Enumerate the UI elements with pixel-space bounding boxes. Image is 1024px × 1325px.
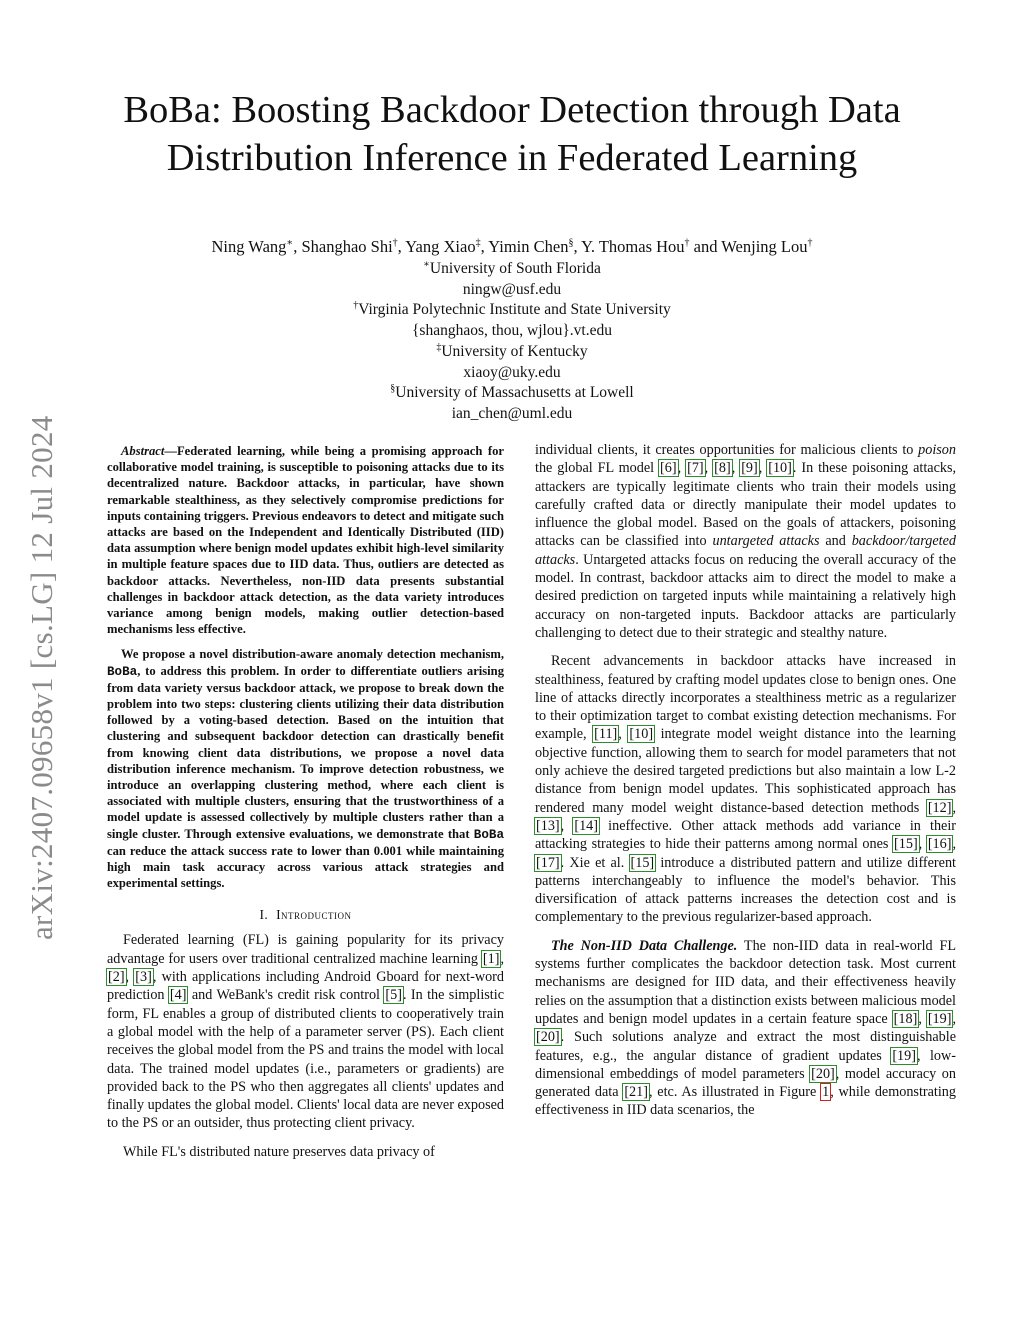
citation-link[interactable]: [15] <box>630 854 655 871</box>
citation-link[interactable]: [16] <box>927 836 952 853</box>
citation-link[interactable]: [10] <box>629 726 654 743</box>
body-text: . Untargeted attacks focus on reducing the overall accuracy of the model. In contrast, backdoor attacks aim to direct the model to make a desired prediction on targeted inputs while maintaining a relatively high accuracy on non-targeted inputs. Backdoor attacks are particularly challenging to detect due to their strategic and stealthy nature. <box>535 551 956 641</box>
citation-link[interactable]: [20] <box>811 1065 835 1082</box>
citation-link[interactable]: [15] <box>894 836 918 853</box>
author-name: Ning Wang <box>211 237 287 256</box>
email-line: ningw@usf.edu <box>462 280 562 298</box>
citation-link[interactable]: [6] <box>660 460 677 477</box>
affiliation-line <box>60 342 964 363</box>
body-text: and WeBank's credit risk control <box>187 987 385 1004</box>
body-text: . In the simplistic form, FL enables a group of distributed clients to cooperatively train a global model with the help of a parameter server (PS). Each client receives the global model from the PS and trains the model with local data. The trained model updates (i.e., parameters or gradients) are provided back to the PS who then aggregates all clients' updates and finally updates the global model. Clients' local data are never exposed to the PS or an outsider, thus protecting client privacy. <box>107 987 504 1132</box>
emphasis: untargeted attacks <box>712 533 820 550</box>
abstract-text: We propose a novel distribution-aware anomaly detection mechanism, <box>121 647 504 662</box>
right-column <box>535 441 956 1130</box>
affiliation-line <box>60 259 964 280</box>
affil-mark: § <box>390 383 396 395</box>
affiliation-name: Virginia Polytechnic Institute and State University <box>358 301 671 319</box>
body-text: Recent advancements in backdoor attacks have increased in stealthiness, featured by crafting model updates close to benign ones. One line of attacks directly incorporates a stealthiness metric as a regularizer to their optimization target to combat existing detection mechanisms. For example, <box>535 653 956 743</box>
body-text: ineffective. Other attack methods add variance in their attacking strategies to hide their patterns among normal ones <box>535 817 957 853</box>
author-mark: ∗ <box>286 237 294 249</box>
intro-body <box>107 931 504 1161</box>
author-name: , Shanghao Shi <box>293 237 393 256</box>
abstract-paragraph-2 <box>107 646 504 891</box>
citation-link[interactable]: [20] <box>536 1029 560 1046</box>
affiliations <box>60 259 964 425</box>
body-text: While FL's distributed nature preserves data privacy of <box>123 1143 435 1160</box>
author-mark: † <box>392 237 398 249</box>
affiliation-name: University of Kentucky <box>441 342 588 360</box>
emphasis: poison <box>918 442 956 458</box>
intro-paragraph-2 <box>107 1143 504 1161</box>
body-text: , model accuracy on generated data <box>535 1065 956 1101</box>
section-heading-introduction <box>107 907 504 923</box>
body-text: individual clients, it creates opportunities for malicious clients to <box>535 442 919 458</box>
abstract-label: Abstract <box>121 444 165 458</box>
body-text: . Xie et al. <box>560 854 630 871</box>
citation-link[interactable]: [5] <box>385 987 402 1004</box>
author-mark: ‡ <box>475 237 481 249</box>
body-text: The non-IID data in real-world FL systems further complicates the backdoor detection task. Most current mechanisms are designed for IID data, and their effectiveness heavily relies on the assumption that a distinction exists between malicious model updates and benign model updates in a certain feature space <box>535 937 957 1027</box>
abstract <box>107 443 504 891</box>
figure-link[interactable]: 1 <box>822 1084 830 1101</box>
emphasis: backdoor/targeted attacks <box>535 533 956 568</box>
author-name: , Yimin Chen <box>480 237 569 256</box>
affiliation-line <box>60 383 964 404</box>
affiliation-name: University of South Florida <box>429 260 601 277</box>
email-line: {shanghaos, thou, wjlou}.vt.edu <box>411 322 612 340</box>
citation-link[interactable]: [3] <box>135 969 152 986</box>
author-mark: § <box>568 237 574 249</box>
affiliation-line <box>60 300 964 321</box>
citation-link[interactable]: [21] <box>624 1084 648 1101</box>
left-column <box>107 443 504 1171</box>
paper-title <box>60 86 964 182</box>
citation-link[interactable]: [10] <box>768 460 792 477</box>
affiliation-name: University of Massachusetts at Lowell <box>395 384 634 402</box>
paragraph-heading: The Non-IID Data Challenge. <box>551 937 738 954</box>
email-line: xiaoy@uky.edu <box>463 363 561 381</box>
body-text: . In these poisoning attacks, attackers are typically legitimate clients who train their models using carefully crafted data or directly manipulate their model updates to influence the global model. Based on the goals of attackers, poisoning attacks can be classified into <box>535 460 957 550</box>
abstract-paragraph-1 <box>107 443 504 637</box>
title-line-2: Distribution Inference in Federated Learning <box>166 137 858 179</box>
citation-link[interactable]: [1] <box>482 950 500 967</box>
affil-mark: † <box>353 300 359 312</box>
citation-link[interactable]: [9] <box>741 460 758 477</box>
citation-link[interactable]: [2] <box>108 969 125 986</box>
arxiv-stamp-text: arXiv:2407.09658v1 [cs.LG] 12 Jul 2024 <box>24 415 59 940</box>
body-text: , while demonstrating effectiveness in IID data scenarios, the <box>535 1084 956 1119</box>
boba-name: BoBa <box>107 664 138 679</box>
section-title: Introduction <box>276 907 352 923</box>
citation-link[interactable]: [19] <box>892 1047 916 1064</box>
body-text: integrate model weight distance into the learning objective function, allowing them to search for model parameters that not only achieve the desired targeted predictions but also maintain a low L-2 distance from benign model updates. This sophisticated approach has rendered many model weight distance-based detection methods <box>535 726 957 816</box>
author-name: , Yang Xiao <box>397 237 476 256</box>
boba-name: BoBa <box>473 827 504 842</box>
intro-paragraph-1: Federated learning (FL) is gaining popularity for its privacy advantage for users over traditional centralized machine learning [1], [2], [3], with applications including Android Gboard for next-word prediction [4] and WeBank's credit risk control [5]. In the simplistic form, FL enables a group of distributed clients to cooperatively train a global model with the help of a parameter server (PS). Each client receives the global model from the PS and trains the model with local data. The trained model updates (i.e., parameters or gradients) are provided back to the PS who then aggregates all clients' updates and finally updates the global model. Clients' local data are never exposed to the PS or an outsider, thus protecting client privacy. <box>107 932 505 1132</box>
right-paragraph-2: Recent advancements in backdoor attacks have increased in stealthiness, featured by crafting model updates close to benign ones. One line of attacks directly incorporates a stealthiness metric as a regularizer to their optimization target to combat existing detection mechanisms. For example, [11], [10] integrate model weight distance into the learning objective function, allowing them to search for model parameters that not only achieve the desired targeted predictions but also maintain a low L-2 distance from benign model updates. This sophisticated approach has rendered many model weight distance-based detection methods [12], [13], [14] ineffective. Other attack methods add variance in their attacking strategies to hide their patterns among normal ones [15], [16], [17]. Xie et al. [15] introduce a distributed pattern and utilize different patterns interchangeably to influence the model's behavior. This diversification of attack patterns increases the detection cost and is complementary to the previous regularizer-based approach. <box>535 653 957 926</box>
body-text: , low-dimensional embeddings of model parameters <box>535 1047 956 1082</box>
citation-link[interactable]: [12] <box>927 799 952 816</box>
citation-link[interactable]: [13] <box>536 817 560 834</box>
body-text: the global FL model <box>535 460 660 477</box>
citation-link[interactable]: [11] <box>594 726 618 743</box>
title-line-1: BoBa: Boosting Backdoor Detection through Data <box>123 89 901 131</box>
citation-link[interactable]: [14] <box>574 817 598 834</box>
author-name: , Y. Thomas Hou <box>573 237 685 256</box>
affil-mark: ‡ <box>436 341 442 353</box>
citation-link[interactable]: [19] <box>927 1010 952 1027</box>
citation-link[interactable]: [4] <box>169 987 187 1004</box>
abstract-text: —Federated learning, while being a promising approach for collaborative model training, is susceptible to poisoning attacks due to its decentralized nature. Backdoor attacks, in particular, have shown remarkable stealthiness, as they selectively compromise predictions for inputs containing triggers. Previous endeavors to detect and mitigate such attacks are based on the Independent and Identically Distributed (IID) data assumption where benign model updates exhibit high-level similarity in multiple feature spaces due to IID data. Thus, outliers are detected as backdoor attacks. Nevertheless, non-IID data presents substantial challenges in backdoor attack detection, as the data variety introduces variance among benign models, making outlier detection-based mechanisms less effective. <box>107 444 504 637</box>
citation-link[interactable]: [18] <box>893 1010 918 1027</box>
body-text: Federated learning (FL) is gaining popularity for its privacy advantage for users over traditional centralized machine learning <box>107 932 504 967</box>
author-mark: † <box>807 237 813 249</box>
abstract-text: can reduce the attack success rate to lower than 0.001 while maintaining high main task accuracy across various attack strategies and experimental settings. <box>107 843 504 891</box>
author-list <box>60 236 964 257</box>
citation-link[interactable]: [7] <box>687 460 704 477</box>
body-text: introduce a distributed pattern and utilize different patterns interchangeably to influence the model's behavior. This diversification of attack patterns increases the detection cost and is complementary to the previous regularizer-based approach. <box>535 854 956 926</box>
author-name: and Wenjing Lou <box>689 237 808 256</box>
body-text: , etc. As illustrated in Figure <box>648 1084 822 1101</box>
author-mark: † <box>684 237 690 249</box>
right-paragraph-1: individual clients, it creates opportunities for malicious clients to poison the global FL model [6], [7], [8], [9], [10]. In these poisoning attacks, attackers are typically legitimate clients who train their models using carefully crafted data or directly manipulate their model updates to influence the global model. Based on the goals of attackers, poisoning attacks can be classified into untargeted attacks and backdoor/targeted attacks. Untargeted attacks focus on reducing the overall accuracy of the model. In contrast, backdoor attacks aim to direct the model to make a desired prediction on targeted inputs while maintaining a relatively high accuracy on non-targeted inputs. Backdoor attacks are particularly challenging to detect due to their strategic and stealthy nature. <box>535 442 957 641</box>
section-number: I. <box>259 907 269 923</box>
right-paragraph-3: The Non-IID Data Challenge. The non-IID data in real-world FL systems further complicates the backdoor detection task. Most current mechanisms are designed for IID data, and their effectiveness heavily relies on the assumption that a distinction exists between malicious model updates and benign model updates in a certain feature space [18], [19], [20]. Such solutions analyze and extract the most distinguishable features, e.g., the angular distance of gradient updates [19], low-dimensional embeddings of model parameters [20], model accuracy on generated data [21], etc. As illustrated in Figure 1, while demonstrating effectiveness in IID data scenarios, the <box>535 937 957 1119</box>
body-text: , with applications including Android Gboard for next-word prediction <box>107 969 505 1004</box>
email-line: ian_chen@uml.edu <box>451 404 573 422</box>
citation-link[interactable]: [8] <box>714 460 731 477</box>
body-text: . Such solutions analyze and extract the most distinguishable features, e.g., the angular distance of gradient updates <box>535 1029 956 1064</box>
citation-link[interactable]: [17] <box>536 854 560 871</box>
body-text: and <box>819 533 852 550</box>
abstract-text: , to address this problem. In order to differentiate outliers arising from data variety versus backdoor attack, we propose to break down the problem into two steps: clustering clients utilizing their data distribution followed by a voting-based detection. Based on the intuition that clustering and subsequent backdoor detection can drastically benefit from knowing client data distributions, we propose a novel data distribution inference mechanism. To improve detection robustness, we introduce an overlapping clustering method, where each client is associated with multiple clusters, ensuring that the trustworthiness of a model update is assessed collectively by multiple clusters rather than a single cluster. Through extensive evaluations, we demonstrate that <box>107 663 504 841</box>
affil-mark: ∗ <box>423 258 430 270</box>
